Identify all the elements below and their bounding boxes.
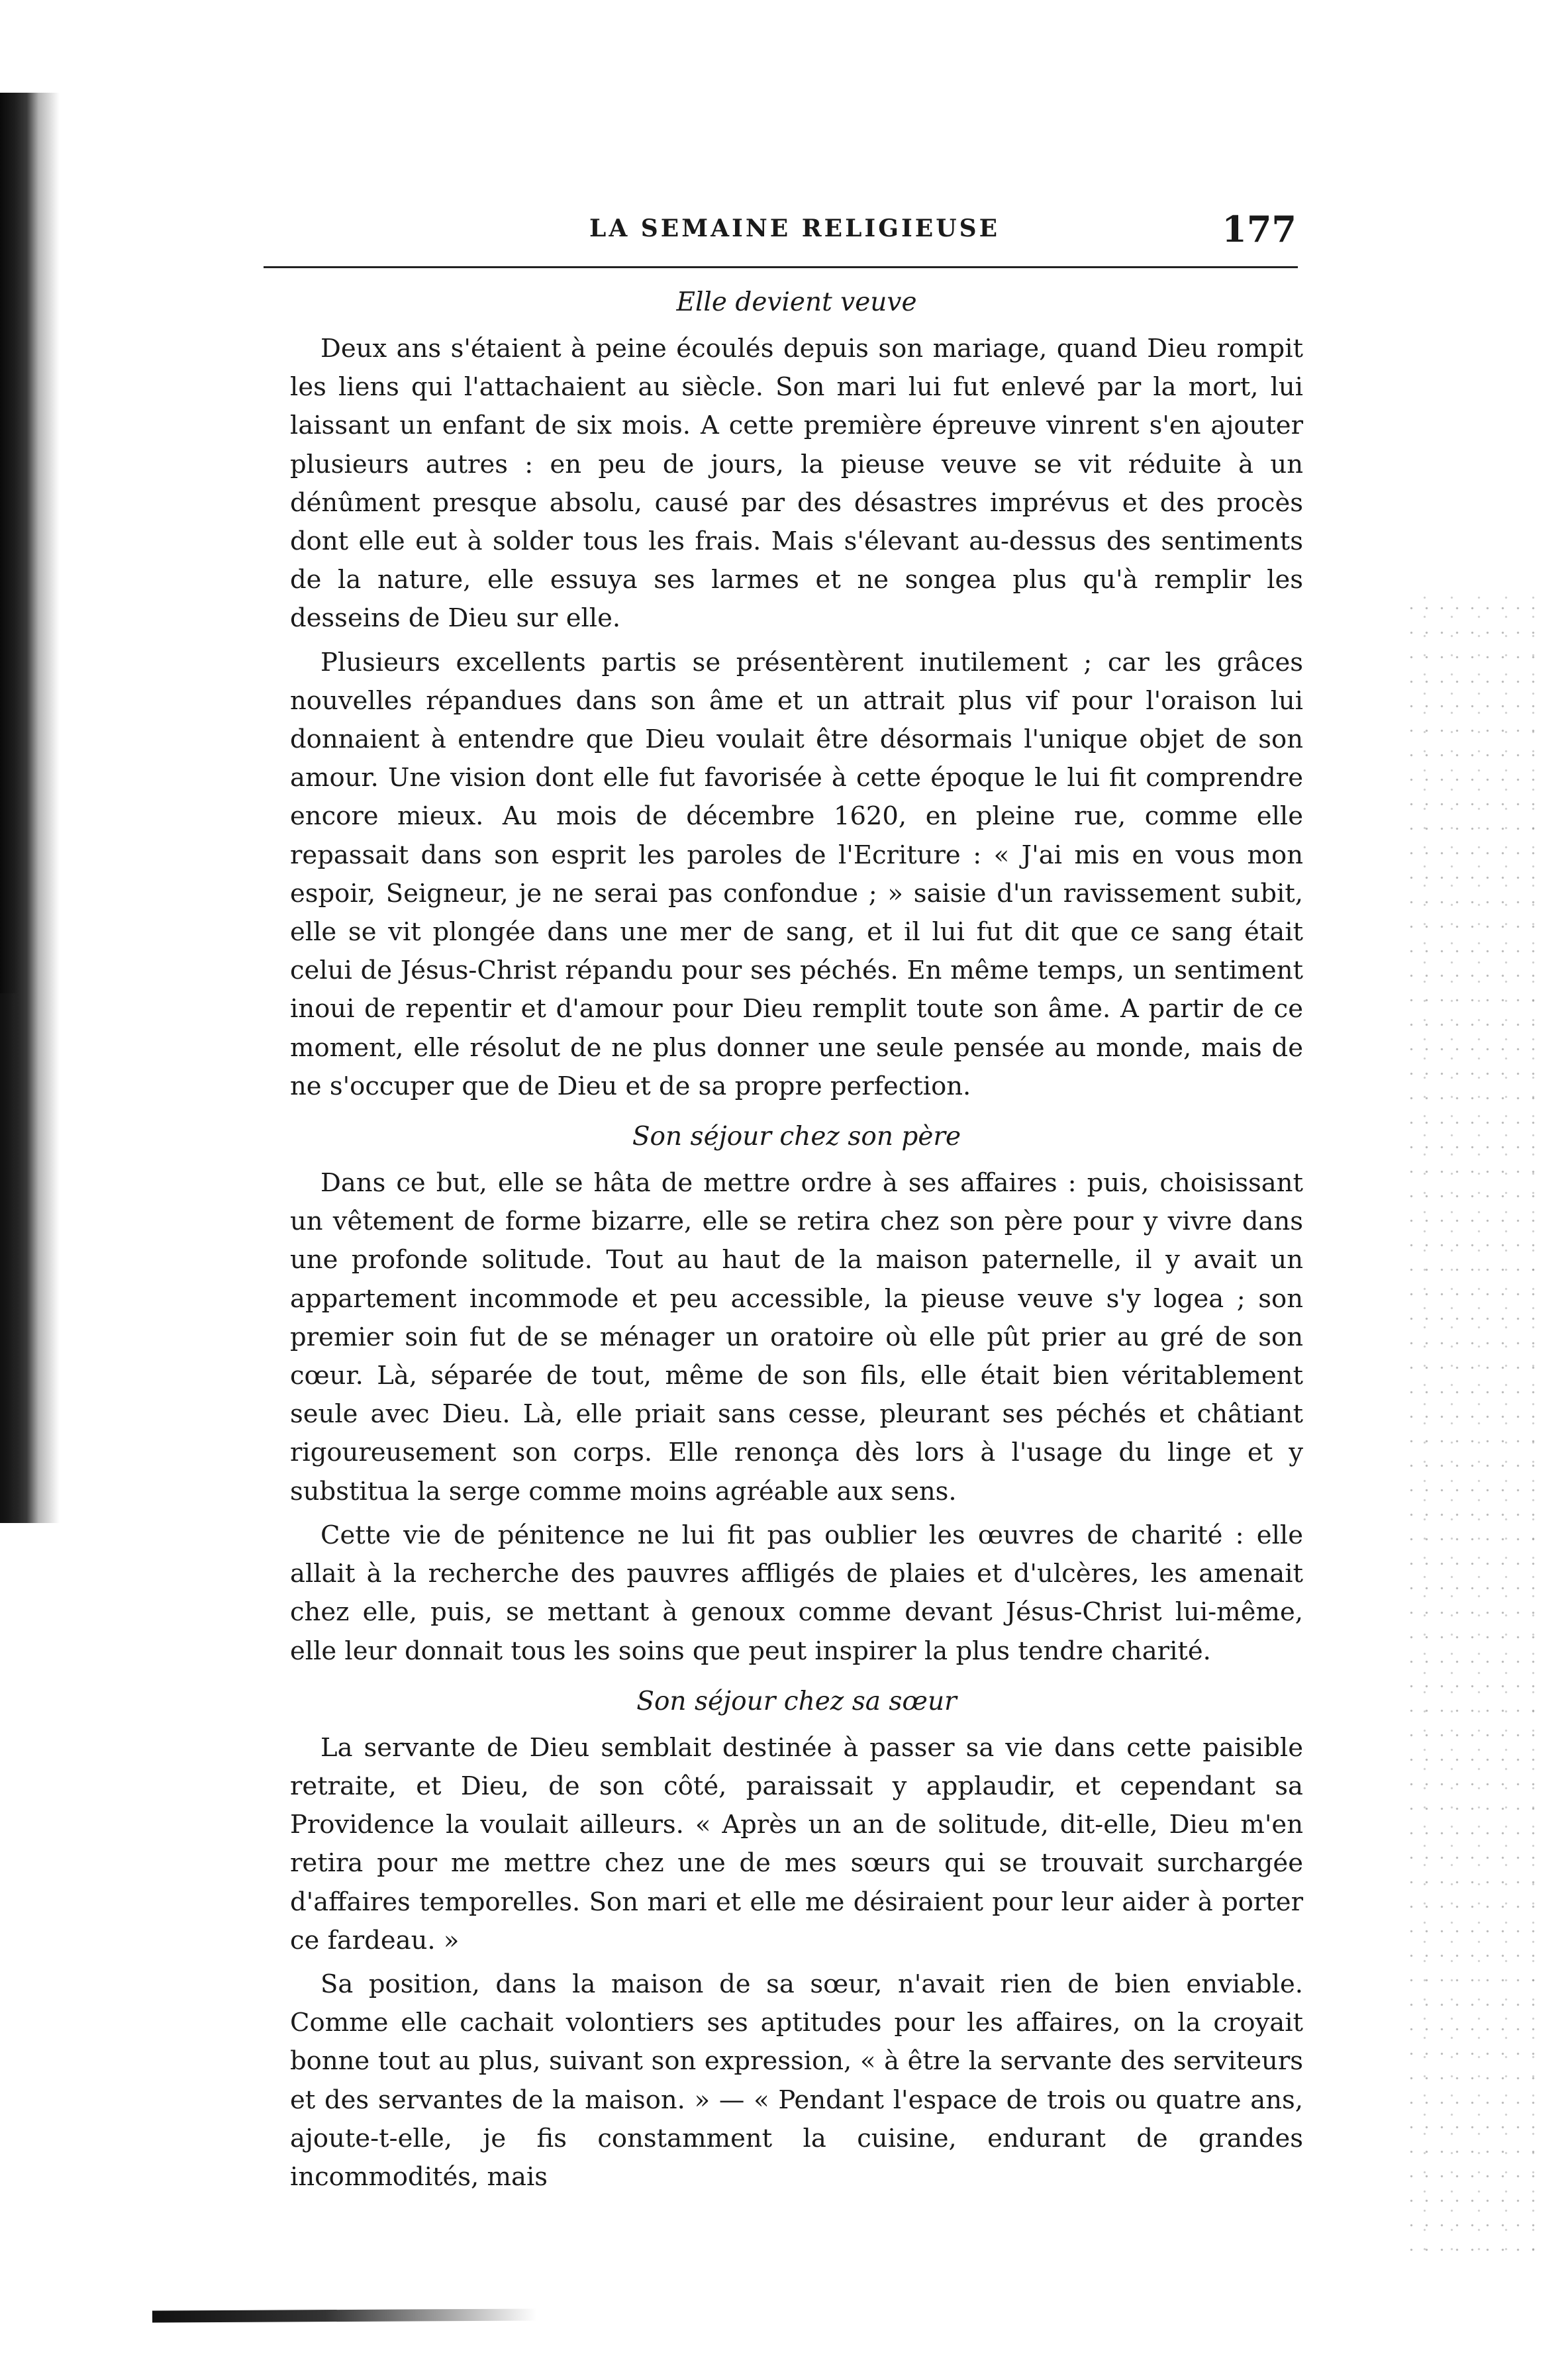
paragraph: Deux ans s'étaient à peine écoulés depuis son mariage, quand Dieu rompit les liens qui l'attachaient au siècle. Son mari lui fut enlevé par la mort, lui laissant un enfant de six mois. A cette première épreuve vinrent s'en ajouter plusieurs autres : en peu de jours, la pieuse veuve se vit réduite à un dénûment presque absolu, causé par des désastres imprévus et des procès dont elle eut à solder tous les frais. Mais s'élevant au-dessus des sentiments de la nature, elle essuya ses larmes et ne songea plus qu'à remplir les desseins de Dieu sur elle. — [290, 334, 1303, 634]
paragraph: Cette vie de pénitence ne lui fit pas oublier les œuvres de charité : elle allait à la recherche des pauvres affligés de plaies et d'ulcères, les amenait chez elle, puis, se mettant à genoux comme devant Jésus-Christ lui-même, elle leur donnait tous les soins que peut inspirer la plus tendre charité. — [290, 1520, 1303, 1666]
section-heading: Elle devient veuve — [676, 287, 917, 317]
scan-noise — [1404, 596, 1536, 2251]
section-heading: Son séjour chez sa sœur — [636, 1686, 957, 1716]
scan-binding-shadow-lower — [0, 993, 20, 1523]
page-body — [290, 273, 1303, 2202]
paragraph: La servante de Dieu semblait destinée à passer sa vie dans cette paisible retraite, et Dieu, de son côté, paraissait y applaudir, et cependant sa Providence la voulait ailleurs. « Après un an de solitude, dit-elle, Dieu m'en retira pour me mettre chez une de mes sœurs qui se trouvait surchargée d'affaires temporelles. Son mari et elle me désiraient pour leur aider à porter ce fardeau. » — [290, 1732, 1303, 1955]
page-header — [271, 207, 1304, 260]
paragraph: Plusieurs excellents partis se présentèrent inutilement ; car les grâces nouvelles répandues dans son âme et un attrait plus vif pour l'oraison lui donnaient à entendre que Dieu voulait être désormais l'unique objet de son amour. Une vision dont elle fut favorisée à cette époque le lui fit comprendre encore mieux. Au mois de décembre 1620, en pleine rue, comme elle repassait dans son esprit les paroles de l'Ecriture : « J'ai mis en vous mon espoir, Seigneur, je ne serai pas confondue ; » saisie d'un ravissement subit, elle se vit plongée dans une mer de sang, et il lui fut dit que ce sang était celui de Jésus-Christ répandu pour ses péchés. En même temps, un sentiment inoui de repentir et d'amour pour Dieu remplit toute son âme. A partir de ce moment, elle résolut de ne plus donner une seule pensée au monde, mais de ne s'occuper que de Dieu et de sa propre perfection. — [290, 647, 1303, 1101]
page-number: 177 — [1222, 208, 1297, 250]
running-title: LA SEMAINE RELIGIEUSE — [589, 215, 1001, 242]
paragraph: Dans ce but, elle se hâta de mettre ordre à ses affaires : puis, choisissant un vêtement de forme bizarre, elle se retira chez son père pour y vivre dans une profonde solitude. Tout au haut de la maison paternelle, il y avait un appartement incommode et peu accessible, la pieuse veuve s'y logea ; son premier soin fut de se ménager un oratoire où elle pût prier au gré de son cœur. Là, séparée de tout, même de son fils, elle était bien véritablement seule avec Dieu. Là, elle priait sans cesse, pleurant ses péchés et châtiant rigoureusement son corps. Elle renonça dès lors à l'usage du linge et y substitua la serge comme moins agréable aux sens. — [290, 1168, 1303, 1506]
paragraph: Sa position, dans la maison de sa sœur, n'avait rien de bien enviable. Comme elle cachait volontiers ses aptitudes pour les affaires, on la croyait bonne tout au plus, suivant son expression, « à être la servante des serviteurs et des servantes de la maison. » — « Pendant l'espace de trois ou quatre ans, ajoute-t-elle, je fis constamment la cuisine, endurant de grandes incommodités, mais — [290, 1969, 1303, 2192]
section-heading: Son séjour chez son père — [632, 1122, 961, 1152]
header-rule — [264, 266, 1298, 268]
scan-smudge — [152, 2308, 536, 2322]
